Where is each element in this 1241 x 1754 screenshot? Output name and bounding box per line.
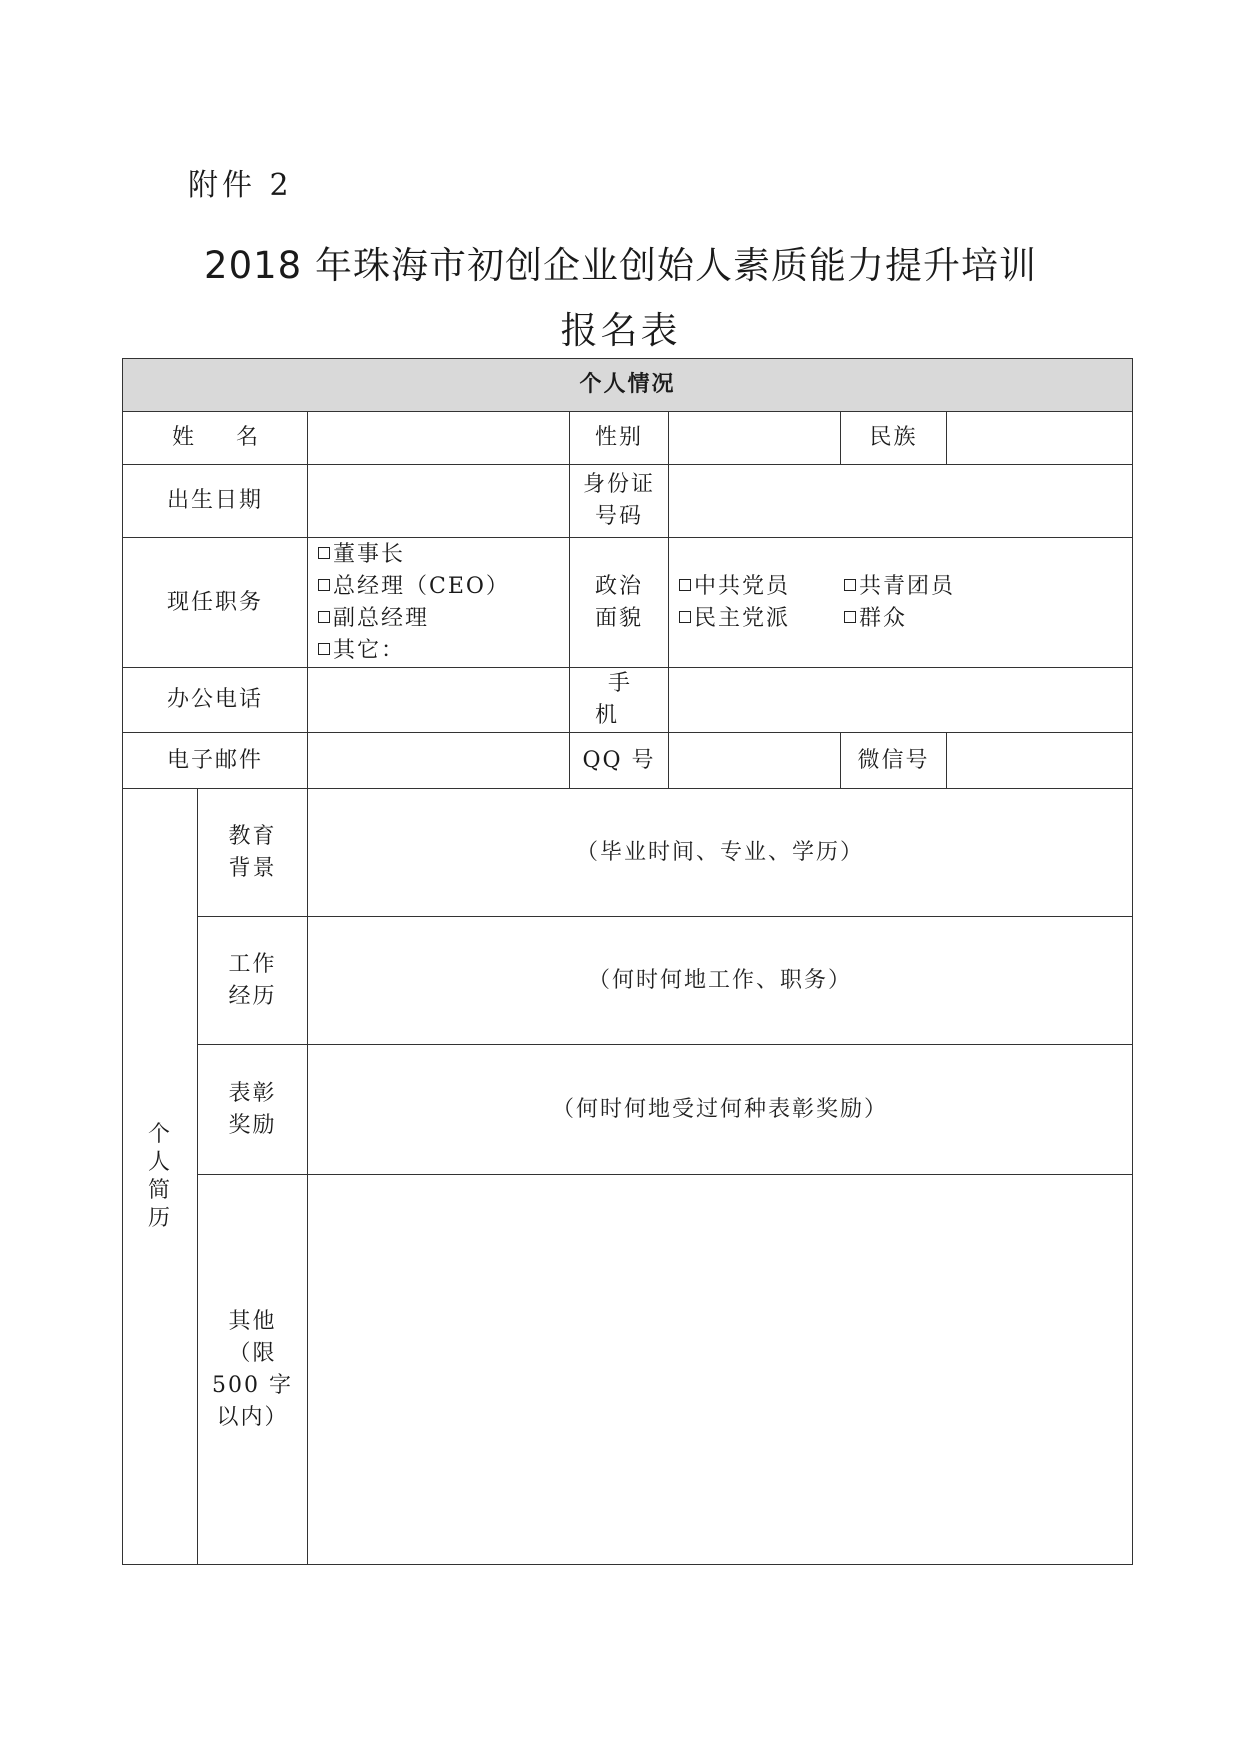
checkbox-icon (318, 547, 330, 559)
work-experience-label: 工作 经历 (198, 917, 308, 1045)
office-phone-field[interactable] (308, 668, 570, 733)
birth-date-label: 出生日期 (123, 465, 308, 538)
position-option-vice-gm[interactable]: 副总经理 (318, 603, 569, 635)
form-title: 2018 年珠海市初创企业创始人素质能力提升培训 (204, 244, 1037, 287)
checkbox-icon (844, 579, 856, 591)
position-options (308, 538, 570, 668)
mobile-field[interactable] (669, 668, 1133, 733)
education-field[interactable]: （毕业时间、专业、学历） (308, 789, 1133, 917)
section-header: 个人情况 (123, 359, 1133, 412)
political-status-label: 政治 面貌 (570, 538, 669, 668)
position-option-ceo[interactable]: 总经理（CEO） (318, 571, 569, 603)
name-field[interactable] (308, 412, 570, 465)
ethnicity-label: 民族 (841, 412, 947, 465)
office-phone-label: 办公电话 (123, 668, 308, 733)
form-subtitle: 报名表 (560, 309, 681, 352)
qq-field[interactable] (669, 733, 841, 789)
political-option-ccp[interactable]: 中共党员 (679, 571, 844, 603)
political-option-cyl[interactable]: 共青团员 (844, 571, 994, 603)
ethnicity-field[interactable] (947, 412, 1133, 465)
registration-form-table (122, 358, 1133, 1565)
other-field[interactable] (308, 1175, 1133, 1565)
checkbox-icon (679, 579, 691, 591)
checkbox-icon (318, 579, 330, 591)
position-label: 现任职务 (123, 538, 308, 668)
wechat-label: 微信号 (841, 733, 947, 789)
political-option-democratic-party[interactable]: 民主党派 (679, 603, 844, 635)
birth-date-field[interactable] (308, 465, 570, 538)
education-label: 教育 背景 (198, 789, 308, 917)
checkbox-icon (679, 611, 691, 623)
checkbox-icon (844, 611, 856, 623)
other-label: 其他 （限 500 字 以内） (198, 1175, 308, 1565)
checkbox-icon (318, 611, 330, 623)
gender-field[interactable] (669, 412, 841, 465)
political-option-masses[interactable]: 群众 (844, 603, 994, 635)
awards-field[interactable]: （何时何地受过何种表彰奖励） (308, 1045, 1133, 1175)
name-label: 姓名 (123, 412, 308, 465)
checkbox-icon (318, 643, 330, 655)
position-option-other[interactable]: 其它： (318, 635, 569, 667)
id-number-label: 身份证 号码 (570, 465, 669, 538)
resume-label: 个人简历 (123, 789, 198, 1565)
id-number-field[interactable] (669, 465, 1133, 538)
awards-label: 表彰 奖励 (198, 1045, 308, 1175)
email-label: 电子邮件 (123, 733, 308, 789)
qq-label: QQ 号 (570, 733, 669, 789)
political-status-options (669, 538, 1133, 668)
wechat-field[interactable] (947, 733, 1133, 789)
mobile-label: 手机 (570, 668, 669, 733)
position-option-chairman[interactable]: 董事长 (318, 539, 569, 571)
attachment-label: 附件 2 (188, 168, 293, 203)
email-field[interactable] (308, 733, 570, 789)
work-experience-field[interactable]: （何时何地工作、职务） (308, 917, 1133, 1045)
gender-label: 性别 (570, 412, 669, 465)
